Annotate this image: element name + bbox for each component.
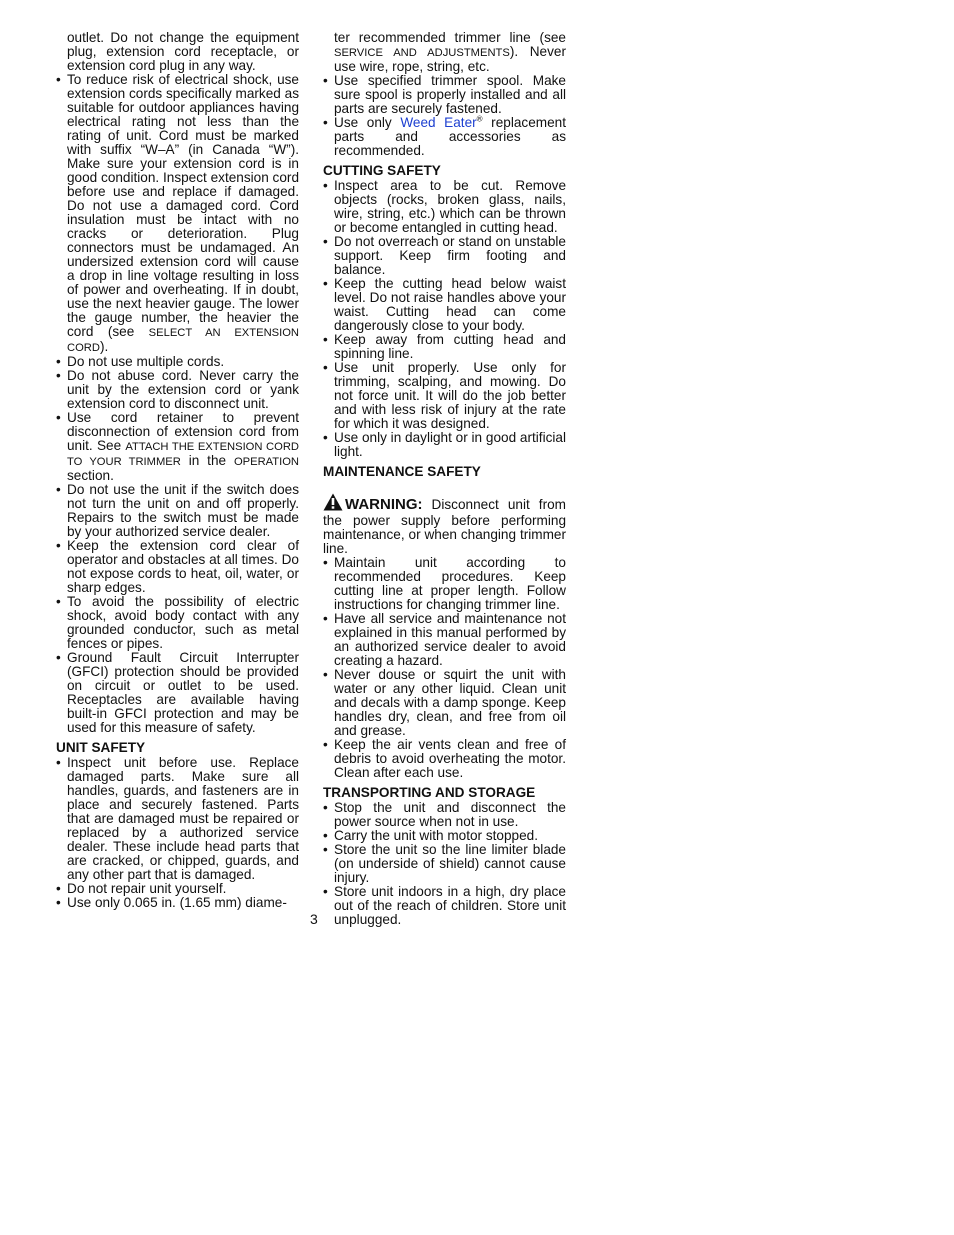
list-item: • Never douse or squirt the unit with water or any other liquid. Clean unit and decals with a damp sponge. Keep handles dry, clean, and free from oil and grease. [323, 668, 566, 738]
registered-mark: ® [476, 114, 483, 124]
electrical-safety-list [56, 73, 299, 735]
list-item: • Keep the air vents clean and free of debris to avoid overheating the motor. Clean after each use. [323, 738, 566, 780]
list-item: • Inspect area to be cut. Remove objects (rocks, broken glass, nails, wire, string, etc.) which can be thrown or become entangled in cutting head. [323, 179, 566, 235]
trimmer-line-list [323, 74, 566, 158]
list-item: • Do not repair unit yourself. [56, 882, 299, 896]
section-reference: OPERATION [233, 456, 300, 468]
section-heading-maintenance-safety: MAINTENANCE SAFETY [323, 464, 481, 479]
list-item: • Ground Fault Circuit Interrupter (GFCI) protection should be provided on circuit or outlet to be used. Receptacles are available having built-in GFCI protection and may be used for this measure of safety. [56, 651, 299, 735]
list-item: • Use specified trimmer spool. Make sure spool is properly installed and all parts are securely fastened. [323, 74, 566, 116]
page-number: 3 [310, 911, 318, 927]
list-item: • Store the unit so the line limiter blade (on underside of shield) cannot cause injury. [323, 843, 566, 885]
list-item: • Use only 0.065 in. (1.65 mm) diame- [56, 896, 299, 910]
list-item: • Stop the unit and disconnect the power source when not in use. [323, 801, 566, 829]
list-item: • Do not use multiple cords. [56, 355, 299, 369]
brand-name: Weed Eater [400, 115, 477, 130]
cutting-safety-list [323, 179, 566, 459]
section-heading-unit-safety: UNIT SAFETY [56, 740, 146, 755]
list-item: • Carry the unit with motor stopped. [323, 829, 566, 843]
section-reference: SERVICE AND ADJUSTMENTS [334, 47, 510, 59]
right-column [323, 31, 566, 927]
warning-triangle-icon [323, 493, 343, 514]
list-item: • Store unit indoors in a high, dry place out of the reach of children. Store unit unplugged. [323, 885, 566, 927]
list-item: • To avoid the possibility of electric shock, avoid body contact with any grounded conductor, such as metal fences or pipes. [56, 595, 299, 651]
list-item: • Do not abuse cord. Never carry the unit by the extension cord or yank extension cord to disconnect unit. [56, 369, 299, 411]
continuation-text: outlet. Do not change the equipment plug, extension cord receptacle, or extension cord plug in any way. [67, 30, 299, 73]
warning-label: WARNING: [345, 496, 423, 513]
list-item: • Keep the extension cord clear of operator and obstacles at all times. Do not expose cords to heat, oil, water, or sharp edges. [56, 539, 299, 595]
list-item: • Use only in daylight or in good artificial light. [323, 431, 566, 459]
transport-storage-list [323, 801, 566, 927]
continuation-text: ter recommended trimmer line (see SERVICE AND ADJUSTMENTS). Never use wire, rope, string, etc. [334, 30, 566, 74]
section-reference: SELECT AN EXTENSION CORD [67, 327, 299, 354]
section-heading-transporting-storage: TRANSPORTING AND STORAGE [323, 785, 536, 800]
warning-notice [323, 493, 566, 556]
maintenance-safety-list [323, 556, 566, 780]
list-item: • Keep away from cutting head and spinning line. [323, 333, 566, 361]
section-reference: ATTACH THE EXTENSION CORD TO YOUR TRIMMER [67, 441, 299, 468]
list-item: • Use only Weed Eater® replacement parts and accessories as recommended. [323, 116, 566, 158]
list-item: • Inspect unit before use. Replace damaged parts. Make sure all handles, guards, and fasteners are in place and securely fastened. Parts that are damaged must be repaired or replaced by a authorized service dealer. These include head parts that are cracked, or chipped, guards, and any other part that is damaged. [56, 756, 299, 882]
list-item: • Do not use the unit if the switch does not turn the unit on and off properly. Repairs to the switch must be made by your authorized service dealer. [56, 483, 299, 539]
list-item: • Have all service and maintenance not explained in this manual performed by an authorized service dealer to avoid creating a hazard. [323, 612, 566, 668]
list-item: • Use unit properly. Use only for trimming, scalping, and mowing. Do not force unit. It will do the job better and with less risk of injury at the rate for which it was designed. [323, 361, 566, 431]
list-item: • Keep the cutting head below waist level. Do not raise handles above your waist. Cutting head can come dangerously close to your body. [323, 277, 566, 333]
unit-safety-list [56, 756, 299, 910]
left-column [56, 31, 299, 910]
section-heading-cutting-safety: CUTTING SAFETY [323, 163, 441, 178]
list-item: • Do not overreach or stand on unstable support. Keep firm footing and balance. [323, 235, 566, 277]
list-item: • Use cord retainer to prevent disconnection of extension cord from unit. See ATTACH THE EXTENSION CORD TO YOUR TRIMMER in the OPERATION section. [56, 411, 299, 483]
warning-text: Disconnect unit from the power supply before performing maintenance, or when changing trimmer line. [323, 497, 566, 556]
list-item: • To reduce risk of electrical shock, use extension cords specifically marked as suitable for outdoor appliances having electrical rating not less than the rating of unit. Cord must be marked with suffix “W–A” (in Canada “W”). Make sure your extension cord is in good condition. Inspect extension cord before use and replace if damaged. Do not use a damaged cord. Cord insulation must be intact with no cracks or deterioration. Plug connectors must be undamaged. An undersized extension cord will cause a drop in line voltage resulting in loss of power and overheating. If in doubt, use the next heavier gauge. The lower the gauge number, the heavier the cord (see SELECT AN EXTENSION CORD). [56, 73, 299, 355]
list-item: • Maintain unit according to recommended procedures. Keep cutting line at proper length. Follow instructions for changing trimmer line. [323, 556, 566, 612]
